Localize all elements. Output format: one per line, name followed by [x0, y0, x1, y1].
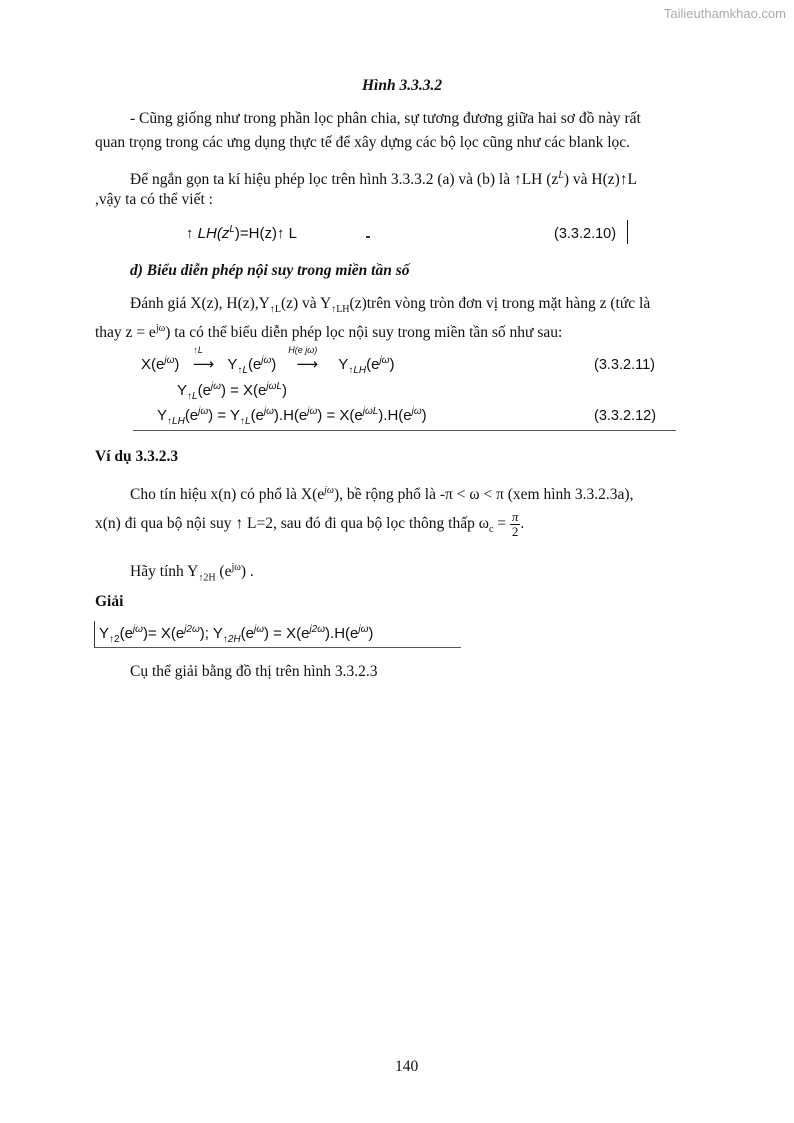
stray-mark [366, 236, 370, 238]
equation-number-3-3-2-10: (3.3.2.10) [554, 226, 617, 242]
fraction-pi-over-2: $\frac{\pi}{2}$ [511, 509, 519, 539]
section-d-heading: d) Biểu diễn phép nội suy trong miền tần số [130, 262, 410, 279]
solution-equation: $Y_{↑2}(e^{j\omega})= X(e^{j2\omega})$; $Y_{↑2H}(e^{j\omega}) = X(e^{j2\omega}).H(e^{j\omega})$ [99, 624, 374, 645]
paragraph-1-line-1: - Cũng giống như trong phần lọc phân chia, sự tương đương giữa hai sơ đồ này rất [130, 110, 641, 127]
equation-3-3-2-10: ↑ $LH(z^L)=H(z)↑$ L [186, 224, 297, 242]
paragraph-3-line-2: thay $z = e^{j\omega}$) ta có thể biểu diễn phép lọc nội suy trong miền tần số như sau: [95, 323, 563, 342]
equation-number-3-3-2-12: (3.3.2.12) [594, 408, 657, 424]
equation-3-3-2-12: $Y_{↑LH}(e^{j\omega}) = Y_{↑L}(e^{j\omega}).H(e^{j\omega}) = X(e^{j\omega L}).H(e^{j\omega})$ [157, 406, 427, 427]
watermark: Tailieuthamkhao.com [663, 6, 786, 21]
up-arrow-icon: ↑ [619, 171, 628, 189]
paragraph-3-line-1: Đánh giá X(z), $H(z),Y_{↑L}(z)$ và $Y_{↑LH}(z)trên$ vòng tròn đơn vị trong mặt hàng z (tức là [130, 295, 651, 316]
page-number: 140 [395, 1058, 419, 1075]
up-arrow-icon: ↑ [186, 225, 194, 242]
up-arrow-icon: ↑ [235, 515, 244, 533]
solution-box-left [94, 621, 95, 648]
right-arrow-icon: ⟶ [296, 356, 319, 373]
figure-title: Hình 3.3.3.2 [362, 77, 443, 94]
paragraph-2-line-2: ,vậy ta có thể viết : [95, 191, 213, 208]
example-line-3: Hãy tính $Y_{↑2H}$ $(e^{j\omega})$ . [130, 562, 254, 584]
example-line-2: x(n) đi qua bộ nội suy ↑ L=2, sau đó đi qua bộ lọc thông thấp $\omega_c$ = $\frac{\pi}{2}$ . [95, 509, 525, 539]
up-arrow-icon: ↑ [513, 171, 522, 189]
right-arrow-icon: ⟶ [192, 356, 215, 373]
final-line: Cụ thể giải bằng đồ thị trên hình 3.3.2.3 [130, 663, 378, 680]
up-arrow-icon: ↑ [276, 225, 285, 242]
equation-3-3-2-11-line-2: $Y_{↑L}(e^{j\omega}) = X(e^{j\omega L})$ [177, 381, 287, 402]
equation-3-3-2-11-chain: $X(e^{j\omega})$ ↑L ⟶ $Y_{↑L}(e^{j\omega})$ H(e jω) ⟶ $Y_{↑LH}(e^{j\omega})$ [141, 345, 395, 376]
solution-title: Giải [95, 593, 124, 610]
example-title: Ví dụ 3.3.2.3 [95, 448, 179, 465]
paragraph-2-line-1: Để ngắn gọn ta kí hiệu phép lọc trên hình 3.3.3.2 (a) và (b) là ↑LH $(z^L)$ và H(z)↑L [130, 170, 638, 189]
solution-box-bottom [94, 647, 461, 648]
text-cursor [627, 220, 628, 244]
example-line-1: Cho tín hiệu x(n) có phổ là $X(e^{j\omega})$, bề rộng phổ là -π < ω < π (xem hình 3.3.2.3a), [130, 485, 634, 504]
equation-divider [133, 430, 676, 431]
equation-number-3-3-2-11: (3.3.2.11) [594, 357, 655, 373]
paragraph-1-line-2: quan trọng trong các ưng dụng thực tế để xây dựng các bộ lọc cũng như các blank lọc. [95, 134, 631, 151]
